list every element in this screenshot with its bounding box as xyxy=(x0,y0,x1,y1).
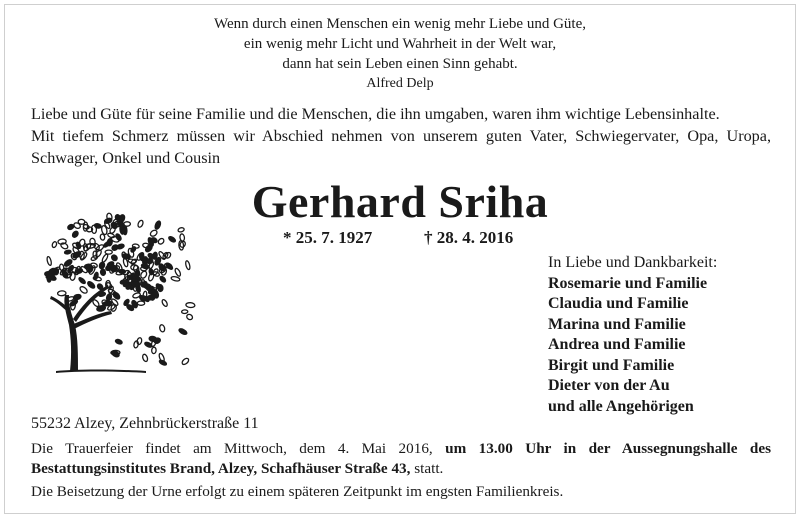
epigraph xyxy=(0,14,800,94)
intro-line: Liebe und Güte für seine Familie und die Menschen, die ihn umgaben, waren ihm wichtige Lebensinhalte. xyxy=(31,105,720,123)
address: 55232 Alzey, Zehnbrückerstraße 11 xyxy=(31,415,259,432)
death-date: † 28. 4. 2016 xyxy=(424,228,514,247)
birth-date: * 25. 7. 1927 xyxy=(283,228,373,247)
mourner-name: Dieter von der Au xyxy=(548,377,670,394)
epigraph-line: dann hat sein Leben einen Sinn gehabt. xyxy=(282,56,518,72)
mourner-name: Marina und Familie xyxy=(548,315,686,333)
mourners-lead: In Liebe und Dankbarkeit: xyxy=(548,254,718,271)
epigraph-author: Alfred Delp xyxy=(366,76,434,91)
ceremony-text xyxy=(31,439,771,479)
mourner-name: Andrea und Familie xyxy=(548,336,686,353)
ceremony-location: um 13.00 Uhr in der Aussegnungshalle des Bestattungsinstitutes Brand, Alzey, Schafhäuser Straße 43, xyxy=(31,440,771,477)
windblown-tree-icon xyxy=(36,203,196,378)
epigraph-line: Wenn durch einen Menschen ein wenig mehr Liebe und Güte, xyxy=(213,16,586,32)
urn-burial-text: Die Beisetzung der Urne erfolgt zu einem späteren Zeitpunkt im engsten Familienkreis. xyxy=(31,483,564,500)
mourner-name: Birgit und Familie xyxy=(548,356,675,374)
mourners-list xyxy=(548,253,778,417)
mourner-name: Claudia und Familie xyxy=(548,295,689,312)
deceased-name: Gerhard Sriha xyxy=(251,176,549,227)
mourner-name: Rosemarie und Familie xyxy=(548,274,708,292)
ceremony-text-part: statt. xyxy=(410,460,444,477)
intro-text xyxy=(31,103,771,169)
intro-line: Mit tiefem Schmerz müssen wir Abschied nehmen von unserem guten Vater, Schwiegervater, Opa, Uropa, Schwager, Onkel und Cousin xyxy=(31,127,771,167)
mourner-name: und alle Angehörigen xyxy=(548,397,694,415)
ceremony-text-part: Die Trauerfeier findet am Mittwoch, dem 4. Mai 2016, xyxy=(31,440,446,457)
epigraph-line: ein wenig mehr Licht und Wahrheit in der Welt war, xyxy=(243,36,557,52)
